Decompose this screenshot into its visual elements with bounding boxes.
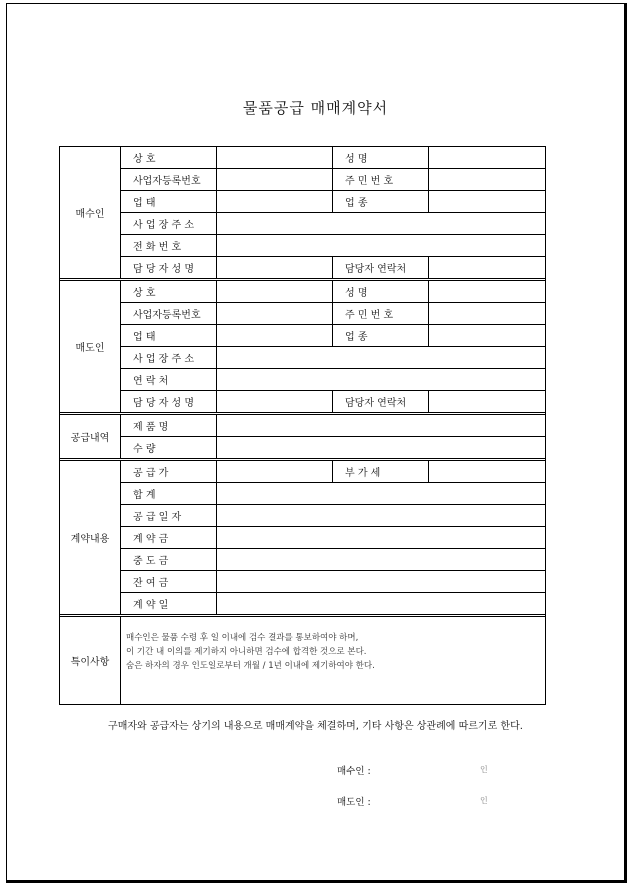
seller-contact-row (121, 390, 545, 412)
business-registration-label: 사업자등록번호 (121, 303, 217, 324)
resident-number-label: 주 민 번 호 (333, 169, 429, 190)
remarks-label: 특이사항 (60, 617, 121, 704)
seller-business-type-row (121, 324, 545, 346)
product-name-field[interactable] (217, 415, 545, 436)
buyer-section (60, 147, 545, 278)
supply-date-field[interactable] (217, 505, 545, 526)
supply-date-row (121, 504, 545, 526)
seller-resident-number-field[interactable] (429, 303, 545, 324)
buyer-representative-name-field[interactable] (429, 147, 545, 168)
buyer-phone-field[interactable] (217, 235, 545, 256)
business-address-label: 사 업 장 주 소 (121, 347, 217, 368)
supply-price-label: 공 급 가 (121, 461, 217, 482)
company-name-label: 상 호 (121, 281, 217, 302)
phone-number-label: 전 화 번 호 (121, 235, 217, 256)
buyer-business-registration-field[interactable] (217, 169, 333, 190)
interim-payment-row (121, 548, 545, 570)
product-name-label: 제 품 명 (121, 415, 217, 436)
buyer-address-field[interactable] (217, 213, 545, 234)
contact-person-label: 담 당 자 성 명 (121, 257, 217, 278)
representative-name-label: 성 명 (333, 147, 429, 168)
company-name-label: 상 호 (121, 147, 217, 168)
supply-price-row (121, 461, 545, 482)
product-name-row (121, 415, 545, 436)
supply-date-label: 공 급 일 자 (121, 505, 217, 526)
seller-representative-name-field[interactable] (429, 281, 545, 302)
business-item-label: 업 종 (333, 191, 429, 212)
remarks-text[interactable] (121, 617, 545, 704)
balance-field[interactable] (217, 571, 545, 592)
buyer-signature-label: 매수인 : (337, 766, 371, 777)
total-row (121, 482, 545, 504)
quantity-row (121, 436, 545, 458)
supply-section-label: 공급내역 (60, 415, 121, 458)
contract-form (59, 146, 546, 705)
buyer-address-row (121, 212, 545, 234)
balance-label: 잔 여 금 (121, 571, 217, 592)
interim-payment-field[interactable] (217, 549, 545, 570)
interim-payment-label: 중 도 금 (121, 549, 217, 570)
buyer-contact-phone-field[interactable] (429, 257, 545, 278)
supply-section (60, 412, 545, 458)
seller-section-label: 매도인 (60, 281, 121, 412)
deposit-row (121, 526, 545, 548)
seller-contact-person-field[interactable] (217, 391, 333, 412)
buyer-resident-number-field[interactable] (429, 169, 545, 190)
remarks-line: 매수인은 물품 수령 후 일 이내에 검수 결과를 통보하여야 하며, (126, 633, 359, 643)
business-item-label: 업 종 (333, 325, 429, 346)
contract-date-label: 계 약 일 (121, 593, 217, 614)
seller-section (60, 278, 545, 412)
seller-signature-label: 매도인 : (337, 797, 371, 808)
deposit-field[interactable] (217, 527, 545, 548)
contact-person-label: 담 당 자 성 명 (121, 391, 217, 412)
remarks-section (60, 614, 545, 704)
contact-phone-label: 담당자 연락처 (333, 257, 429, 278)
quantity-label: 수 량 (121, 437, 217, 458)
buyer-company-name-field[interactable] (217, 147, 333, 168)
resident-number-label: 주 민 번 호 (333, 303, 429, 324)
seller-company-row (121, 281, 545, 302)
deposit-label: 계 약 금 (121, 527, 217, 548)
remarks-line: 숨은 하자의 경우 인도일로부터 개월 / 1년 이내에 제기하여야 한다. (126, 661, 375, 671)
buyer-business-item-field[interactable] (429, 191, 545, 212)
buyer-seal-mark[interactable]: 인 (480, 765, 488, 774)
contract-date-field[interactable] (217, 593, 545, 614)
seller-address-field[interactable] (217, 347, 545, 368)
seller-address-row (121, 346, 545, 368)
seller-business-registration-field[interactable] (217, 303, 333, 324)
business-address-label: 사 업 장 주 소 (121, 213, 217, 234)
buyer-business-type-row (121, 190, 545, 212)
seller-registration-row (121, 302, 545, 324)
contract-page (6, 3, 627, 883)
buyer-registration-row (121, 168, 545, 190)
representative-name-label: 성 명 (333, 281, 429, 302)
vat-field[interactable] (429, 461, 545, 482)
vat-label: 부 가 세 (333, 461, 429, 482)
balance-row (121, 570, 545, 592)
contract-date-row (121, 592, 545, 614)
total-field[interactable] (217, 483, 545, 504)
business-registration-label: 사업자등록번호 (121, 169, 217, 190)
supply-price-field[interactable] (217, 461, 333, 482)
buyer-contact-row (121, 256, 545, 278)
seller-phone-field[interactable] (217, 369, 545, 390)
buyer-contact-person-field[interactable] (217, 257, 333, 278)
contract-terms-label: 계약내용 (60, 461, 121, 614)
seller-company-name-field[interactable] (217, 281, 333, 302)
buyer-section-label: 매수인 (60, 147, 121, 278)
agreement-notice: 구매자와 공급자는 상기의 내용으로 매매계약을 체결하며, 기타 사항은 상관례에 따르기로 한다. (108, 721, 523, 732)
contact-label: 연 락 처 (121, 369, 217, 390)
buyer-company-row (121, 147, 545, 168)
seller-phone-row (121, 368, 545, 390)
seller-business-item-field[interactable] (429, 325, 545, 346)
business-type-label: 업 태 (121, 191, 217, 212)
document-title: 물품공급 매매계약서 (242, 99, 389, 117)
total-label: 합 계 (121, 483, 217, 504)
contract-terms-section (60, 458, 545, 614)
quantity-field[interactable] (217, 437, 545, 458)
contact-phone-label: 담당자 연락처 (333, 391, 429, 412)
seller-seal-mark[interactable]: 인 (480, 796, 488, 805)
buyer-phone-row (121, 234, 545, 256)
seller-contact-phone-field[interactable] (429, 391, 545, 412)
business-type-label: 업 태 (121, 325, 217, 346)
seller-business-type-field[interactable] (217, 325, 333, 346)
remarks-line: 이 기간 내 이의를 제기하지 아니하면 검수에 합격한 것으로 본다. (126, 647, 367, 657)
buyer-business-type-field[interactable] (217, 191, 333, 212)
